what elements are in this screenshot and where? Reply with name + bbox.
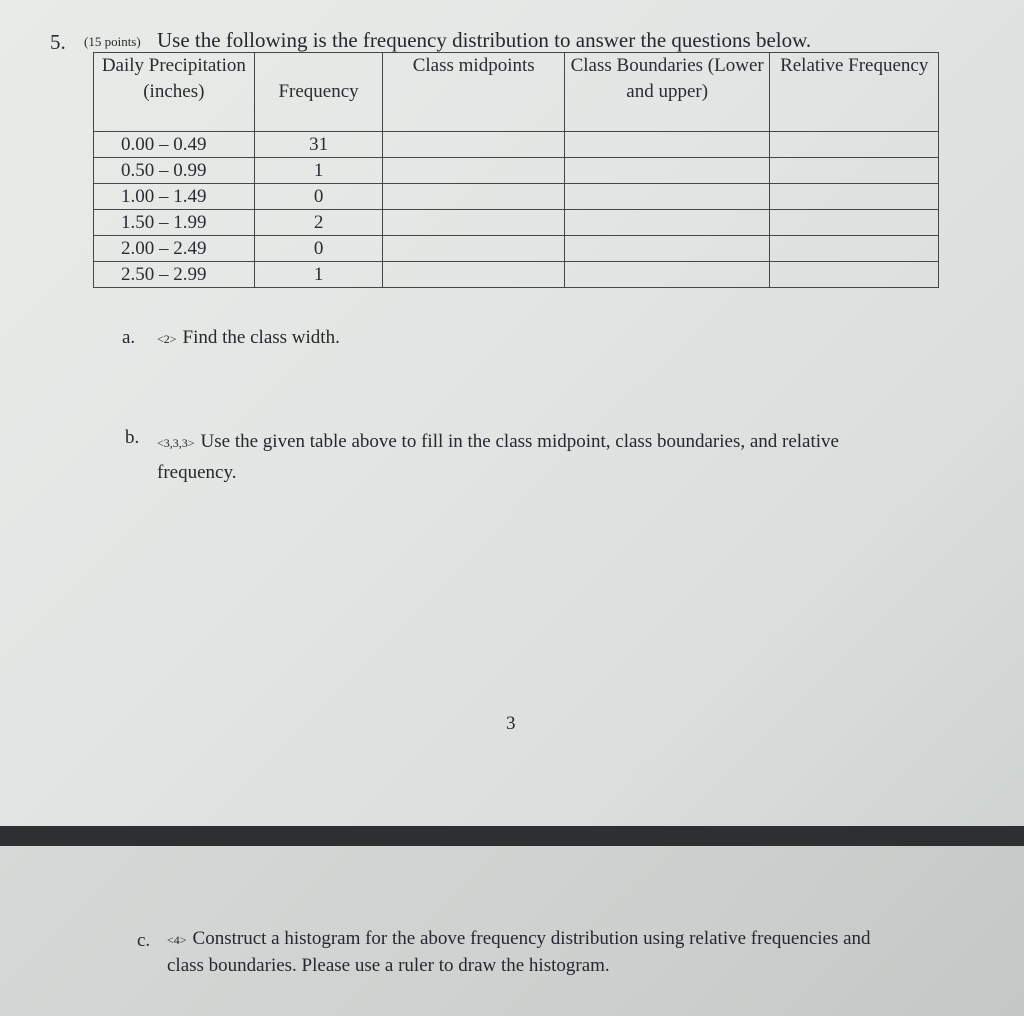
boundaries-cell — [564, 158, 769, 184]
boundaries-cell — [564, 262, 769, 288]
frequency-cell: 31 — [254, 132, 383, 158]
page-divider — [0, 826, 1024, 846]
page-number: 3 — [506, 713, 516, 734]
table-row — [94, 262, 939, 288]
relative-frequency-cell — [770, 132, 939, 158]
part-a-label: a. — [122, 327, 136, 348]
worksheet-next-page — [0, 846, 1024, 1016]
table-row — [94, 236, 939, 262]
question-number: 5. — [50, 30, 66, 54]
frequency-cell: 2 — [254, 210, 383, 236]
midpoint-cell — [383, 210, 565, 236]
part-a-question: Find the class width. — [182, 327, 340, 348]
table-row — [94, 210, 939, 236]
midpoint-cell — [383, 262, 565, 288]
part-c-label: c. — [137, 930, 151, 951]
class-cell: 0.50 – 0.99 — [94, 158, 255, 184]
class-cell: 2.00 – 2.49 — [94, 236, 255, 262]
part-a-points-tag: <2> — [157, 332, 177, 346]
class-cell: 1.50 – 1.99 — [94, 210, 255, 236]
table-row — [94, 158, 939, 184]
question-points: (15 points) — [84, 34, 141, 49]
header-class-midpoints: Class midpoints — [383, 53, 565, 132]
part-b-text — [157, 427, 977, 487]
class-cell: 1.00 – 1.49 — [94, 184, 255, 210]
midpoint-cell — [383, 132, 565, 158]
frequency-cell: 0 — [254, 236, 383, 262]
question-text: Use the following is the frequency distribution to answer the questions below. — [157, 28, 812, 52]
boundaries-cell — [564, 132, 769, 158]
relative-frequency-cell — [770, 210, 939, 236]
class-cell: 2.50 – 2.99 — [94, 262, 255, 288]
part-c-text — [167, 926, 997, 979]
relative-frequency-cell — [770, 236, 939, 262]
table-row — [94, 132, 939, 158]
midpoint-cell — [383, 184, 565, 210]
header-class-boundaries: Class Boundaries (Lower and upper) — [564, 53, 769, 132]
part-b-question-line2: frequency. — [157, 462, 237, 483]
part-b-points-tag: <3,3,3> — [157, 436, 195, 450]
boundaries-cell — [564, 236, 769, 262]
header-relative-frequency: Relative Frequency — [770, 53, 939, 132]
part-c-question-line1: Construct a histogram for the above frequency distribution using relative frequencies and — [192, 928, 871, 949]
part-c-points-tag: <4> — [167, 933, 187, 947]
midpoint-cell — [383, 158, 565, 184]
part-a-text — [157, 327, 340, 349]
frequency-cell: 0 — [254, 184, 383, 210]
relative-frequency-cell — [770, 184, 939, 210]
frequency-cell: 1 — [254, 262, 383, 288]
table-row — [94, 184, 939, 210]
header-daily-precipitation: Daily Precipitation (inches) — [94, 53, 255, 132]
table-header-row — [94, 53, 939, 132]
part-b-label: b. — [125, 427, 140, 448]
boundaries-cell — [564, 184, 769, 210]
part-b-question-line1: Use the given table above to fill in the class midpoint, class boundaries, and relative — [200, 431, 839, 452]
frequency-table — [93, 52, 939, 288]
frequency-cell: 1 — [254, 158, 383, 184]
class-cell: 0.00 – 0.49 — [94, 132, 255, 158]
header-frequency: Frequency — [254, 53, 383, 132]
part-c-question-line2: class boundaries. Please use a ruler to draw the histogram. — [167, 955, 610, 976]
relative-frequency-cell — [770, 158, 939, 184]
relative-frequency-cell — [770, 262, 939, 288]
boundaries-cell — [564, 210, 769, 236]
midpoint-cell — [383, 236, 565, 262]
